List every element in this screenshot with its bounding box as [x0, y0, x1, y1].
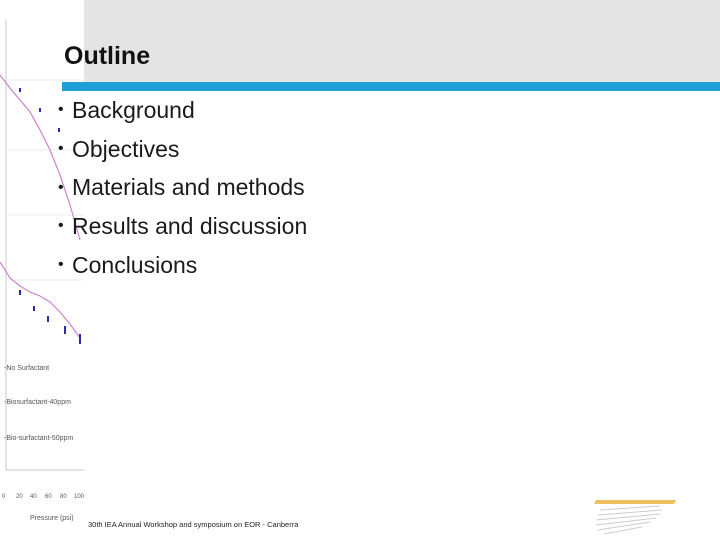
x-tick: 20	[16, 494, 23, 500]
list-item	[58, 169, 307, 208]
accent-bar	[62, 82, 720, 91]
list-item-label: Background	[72, 97, 195, 123]
list-item-label: Results and discussion	[72, 213, 308, 240]
bullet-icon: •	[58, 217, 64, 235]
stacked-lines-logo-icon	[590, 494, 680, 543]
slide-title: Outline	[64, 42, 151, 70]
x-tick: 40	[30, 494, 37, 500]
bullet-icon: •	[58, 139, 64, 157]
x-tick: 60	[45, 494, 52, 500]
slide-footer: 30th IEA Annual Workshop and symposium on EOR - Canberra	[88, 520, 299, 529]
list-item	[58, 92, 307, 131]
legend-entry: -Bio-surfactant-50ppm	[4, 435, 74, 442]
x-tick: 0	[2, 494, 6, 500]
list-item-label: Objectives	[72, 135, 180, 162]
list-item	[58, 131, 307, 170]
x-tick: 100	[74, 494, 84, 500]
bullet-icon: •	[58, 101, 64, 119]
bullet-icon: •	[58, 255, 64, 273]
x-tick: 80	[60, 494, 67, 500]
bullet-icon: •	[58, 178, 64, 196]
legend-entry: -No Surfactant	[4, 365, 50, 372]
legend-entry: -Biosurfactant-40ppm	[4, 399, 71, 406]
list-item	[58, 247, 307, 286]
list-item-label: Conclusions	[72, 251, 198, 278]
header-band	[84, 0, 720, 82]
x-axis-label: Pressure (psi)	[30, 515, 74, 522]
list-item-label: Materials and methods	[72, 174, 305, 201]
list-item	[58, 208, 307, 247]
outline-list	[58, 92, 307, 285]
